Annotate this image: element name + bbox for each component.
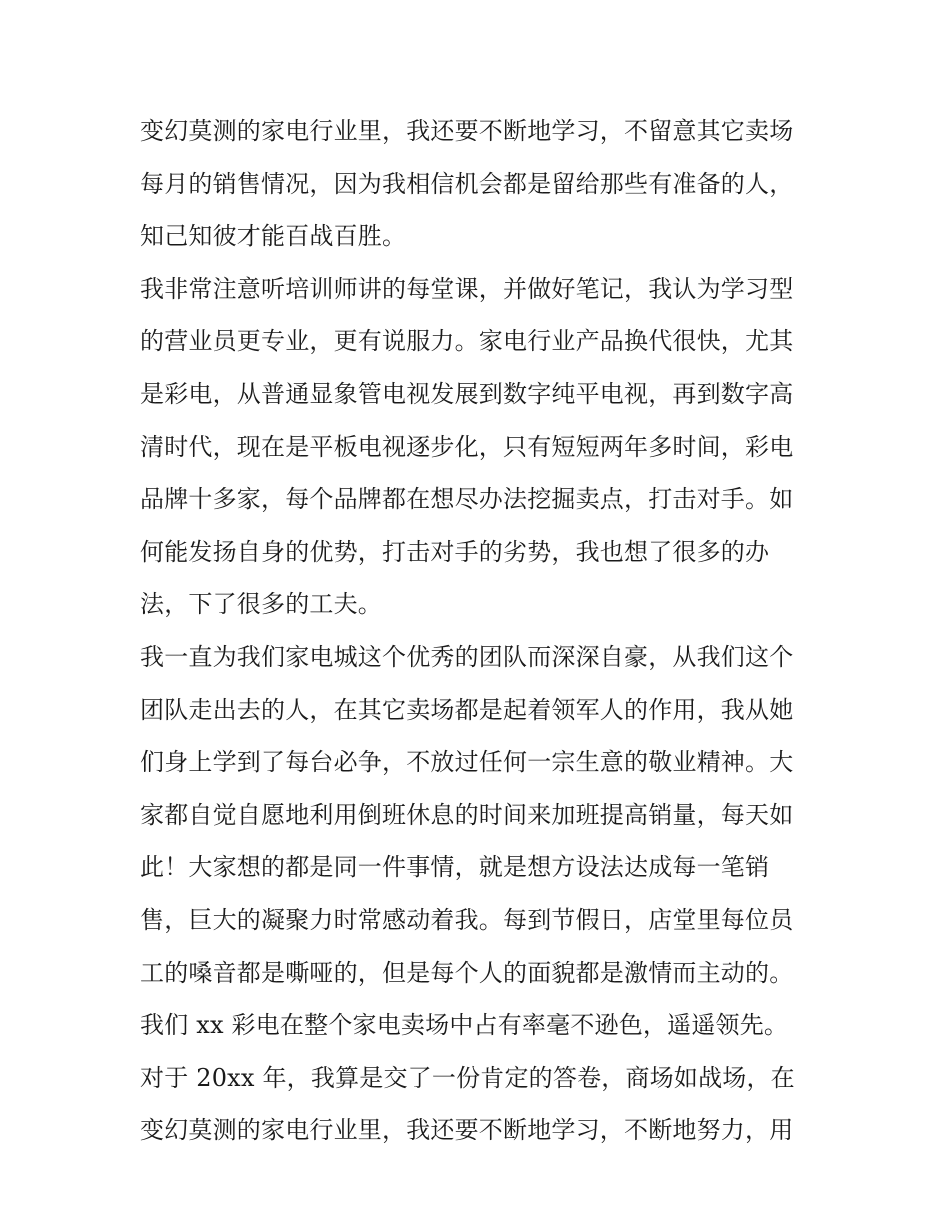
text-line: 何能发扬自身的优势，打击对手的劣势，我也想了很多的办 xyxy=(140,537,770,566)
text-line: 清时代，现在是平板电视逐步化，只有短短两年多时间，彩电 xyxy=(140,432,794,461)
text-line: 们身上学到了每台必争，不放过任何一宗生意的敬业精神。大 xyxy=(140,748,794,777)
text-line: 售，巨大的凝聚力时常感动着我。每到节假日，店堂里每位员 xyxy=(140,905,794,934)
text-line: 我一直为我们家电城这个优秀的团队而深深自豪，从我们这个 xyxy=(140,642,794,671)
text-line: 知己知彼才能百战百胜。 xyxy=(140,222,407,251)
document-body xyxy=(140,105,820,1157)
text-line: 家都自觉自愿地利用倒班休息的时间来加班提高销量，每天如 xyxy=(140,800,794,829)
text-line: 我们 xx 彩电在整个家电卖场中占有率毫不逊色，遥遥领先。 xyxy=(140,1011,789,1040)
text-line: 我非常注意听培训师讲的每堂课，并做好笔记，我认为学习型 xyxy=(140,274,794,303)
text-line: 对于 20xx 年，我算是交了一份肯定的答卷，商场如战场，在 xyxy=(140,1063,795,1092)
text-line: 的营业员更专业，更有说服力。家电行业产品换代很快，尤其 xyxy=(140,327,794,356)
text-line: 变幻莫测的家电行业里，我还要不断地学习，不断地努力，用 xyxy=(140,1116,794,1145)
text-line: 品牌十多家，每个品牌都在想尽办法挖掘卖点，打击对手。如 xyxy=(140,485,794,514)
text-line: 法，下了很多的工夫。 xyxy=(140,590,382,619)
text-line: 团队走出去的人，在其它卖场都是起着领军人的作用，我从她 xyxy=(140,695,794,724)
text-line: 每月的销售情况，因为我相信机会都是留给那些有准备的人， xyxy=(140,169,794,198)
text-line: 工的嗓音都是嘶哑的，但是每个人的面貌都是激情而主动的。 xyxy=(140,958,794,987)
text-line: 变幻莫测的家电行业里，我还要不断地学习，不留意其它卖场 xyxy=(140,117,794,145)
text-line: 是彩电，从普通显象管电视发展到数字纯平电视，再到数字高 xyxy=(140,379,794,408)
text-line: 此！大家想的都是同一件事情，就是想方设法达成每一笔销 xyxy=(140,853,770,882)
